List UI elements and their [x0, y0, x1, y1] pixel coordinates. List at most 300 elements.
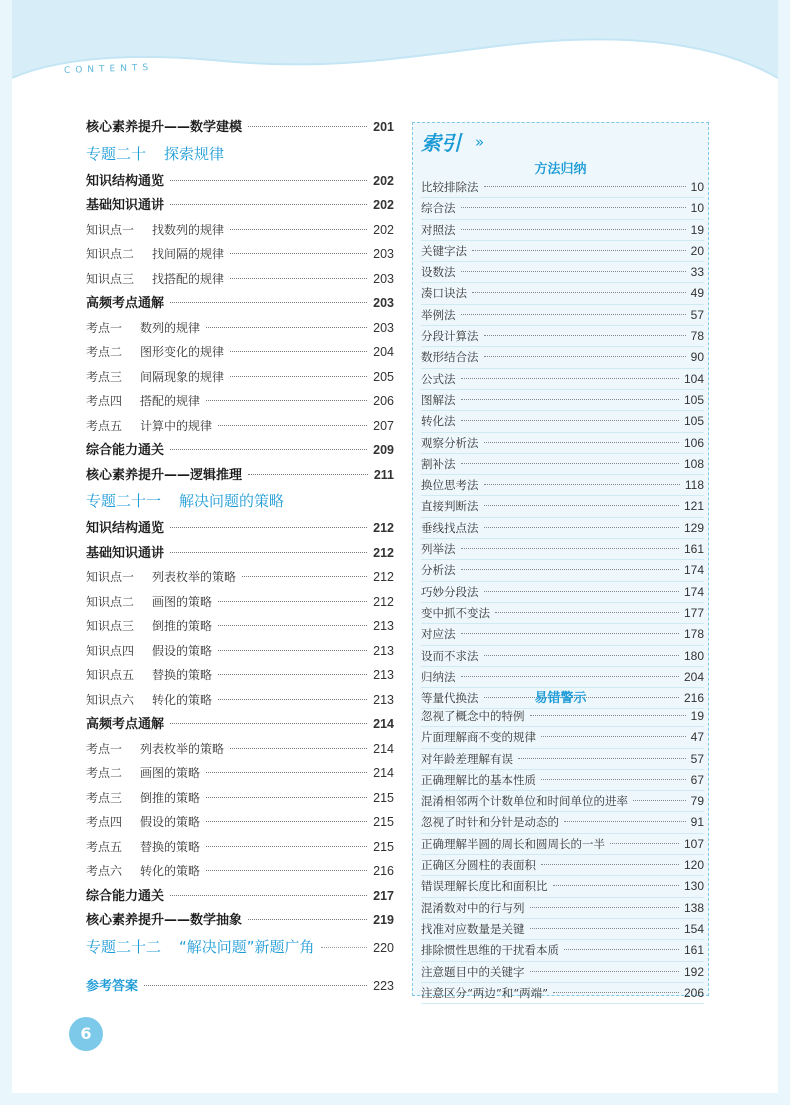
toc-row[interactable]: [86, 487, 394, 516]
dot-leader: [495, 612, 679, 613]
index-entry-page: 138: [683, 900, 704, 915]
toc-item-label: 考点二: [86, 766, 123, 780]
toc-section-title: 高频考点通解: [86, 296, 165, 311]
dot-leader: [461, 207, 686, 208]
dot-leader: [461, 676, 679, 677]
dot-leader: [206, 870, 367, 871]
index-entry[interactable]: [421, 539, 704, 560]
toc-item-title: 倒推的策略: [140, 790, 201, 805]
toc-item-label: 考点六: [86, 864, 123, 878]
index-panel: [412, 122, 709, 1000]
dot-leader: [484, 484, 680, 485]
toc-page-number: 213: [373, 619, 394, 633]
index-entry[interactable]: [421, 560, 704, 581]
toc-row[interactable]: [86, 614, 394, 639]
toc-page-number: 212: [373, 545, 394, 560]
toc-section-title: 核心素养提升——逻辑推理: [86, 467, 243, 483]
toc-item-title: 转化的策略: [152, 692, 213, 707]
index-entry[interactable]: [421, 898, 704, 919]
toc-item-title: 倒推的策略: [152, 619, 213, 633]
dot-leader: [461, 271, 686, 272]
toc-item-label: 考点五: [86, 418, 123, 433]
toc-row[interactable]: [86, 786, 394, 811]
index-entry-name: 混淆相邻两个计数单位和时间单位的进率: [421, 794, 628, 809]
index-entry-page: 91: [690, 815, 704, 830]
index-entry-page: 107: [683, 836, 704, 851]
index-entry[interactable]: [421, 855, 704, 876]
toc-row[interactable]: [86, 340, 394, 365]
index-entry[interactable]: [421, 326, 704, 347]
index-entry-name: 巧妙分段法: [421, 584, 479, 599]
toc-page-number: 212: [373, 594, 394, 609]
toc-section-title: 知识结构通览: [86, 521, 165, 536]
index-entry[interactable]: [421, 241, 704, 262]
index-entry[interactable]: [421, 749, 704, 770]
dot-leader: [461, 378, 679, 379]
toc-row[interactable]: [86, 316, 394, 341]
toc-item-title: 替换的策略: [152, 668, 213, 682]
index-entry-name: 归纳法: [421, 669, 456, 684]
dot-leader: [230, 351, 367, 352]
toc-page-number: 211: [373, 467, 394, 482]
index-entry[interactable]: [421, 518, 704, 539]
dot-leader: [564, 821, 686, 822]
index-entry-name: 综合法: [421, 201, 456, 216]
dot-leader: [206, 846, 367, 847]
index-entry-page: 216: [683, 691, 704, 706]
toc-item-label: 知识点四: [86, 643, 135, 658]
index-entry-page: 79: [690, 794, 704, 809]
dot-leader: [541, 779, 686, 780]
toc-page-number: 213: [373, 692, 394, 707]
index-entry-name: 数形结合法: [421, 350, 479, 365]
index-entry[interactable]: [421, 791, 704, 812]
index-entry[interactable]: [421, 624, 704, 645]
toc-section-title: 参考答案: [86, 978, 139, 994]
toc-page-number: 215: [373, 839, 394, 854]
toc-item-label: 考点五: [86, 839, 123, 854]
toc-item-title: 假设的策略: [140, 815, 201, 829]
dot-leader: [170, 204, 367, 205]
toc-item-title: 搭配的规律: [140, 394, 201, 408]
toc-page-number: 205: [373, 369, 394, 384]
dot-leader: [206, 772, 367, 773]
index-entry-name: 混淆数对中的行与列: [421, 900, 525, 915]
toc-item-label: 考点二: [86, 345, 123, 359]
toc-page-number: 203: [373, 296, 394, 310]
toc-row[interactable]: [86, 267, 394, 292]
warning-list: [421, 706, 704, 1004]
dot-leader: [206, 327, 367, 328]
dot-leader: [218, 674, 367, 675]
dot-leader: [530, 928, 679, 929]
toc-page-number: 214: [373, 741, 394, 756]
dot-leader: [242, 576, 367, 577]
index-entry-page: 161: [683, 943, 704, 958]
toc-section-title: 基础知识通讲: [86, 198, 165, 213]
index-entry[interactable]: [421, 411, 704, 432]
index-entry[interactable]: [421, 390, 704, 411]
method-list: [421, 177, 704, 709]
index-entry-page: 47: [690, 730, 704, 745]
toc-page-number: 219: [373, 913, 394, 927]
toc-row[interactable]: [86, 737, 394, 762]
toc-item-label: 知识点一: [86, 222, 135, 237]
toc-row[interactable]: [86, 463, 394, 488]
index-entry-name: 比较排除法: [421, 180, 479, 194]
toc-row[interactable]: [86, 115, 394, 140]
index-entry[interactable]: [421, 369, 704, 390]
toc-item-title: 画图的策略: [140, 766, 201, 780]
toc-row[interactable]: [86, 884, 394, 909]
index-entry[interactable]: [421, 177, 704, 198]
index-entry-name: 等量代换法: [421, 691, 479, 706]
dot-leader: [248, 919, 367, 920]
index-entry-name: 关键字法: [421, 243, 467, 258]
dot-leader: [530, 715, 686, 716]
dot-leader: [530, 907, 679, 908]
toc-section-title: 基础知识通讲: [86, 545, 165, 561]
toc-page-number: 217: [373, 888, 394, 903]
toc-page-number: 220: [373, 940, 394, 955]
dot-leader: [484, 356, 686, 357]
toc-item-title: 找数列的规律: [152, 222, 225, 237]
index-entry-name: 垂线找点法: [421, 520, 479, 535]
index-entry-name: 换位思考法: [421, 478, 479, 493]
index-entry[interactable]: [421, 940, 704, 961]
toc-item-label: 知识点五: [86, 668, 135, 682]
toc-row[interactable]: [86, 590, 394, 615]
index-entry-name: 正确区分圆柱的表面积: [421, 858, 536, 873]
index-entry[interactable]: [421, 347, 704, 368]
index-entry-page: 177: [683, 605, 704, 620]
index-entry-page: 174: [683, 563, 704, 578]
dot-leader: [248, 474, 368, 475]
index-entry-page: 20: [690, 243, 704, 258]
index-entry[interactable]: [421, 983, 704, 1004]
dot-leader: [461, 399, 679, 400]
toc-page-number: 209: [373, 443, 394, 457]
index-entry[interactable]: [421, 876, 704, 897]
toc-row[interactable]: [86, 242, 394, 267]
index-entry[interactable]: [421, 727, 704, 748]
index-entry-name: 排除惯性思维的干扰看本质: [421, 943, 559, 958]
dot-leader: [541, 864, 679, 865]
index-entry-name: 注意区分“两边”和“两端”: [421, 985, 549, 1000]
toc-item-label: 考点四: [86, 815, 123, 829]
toc-item-title: 假设的策略: [152, 643, 213, 658]
toc-row[interactable]: [86, 859, 394, 884]
dot-leader: [170, 723, 367, 724]
index-entry-page: 19: [690, 222, 704, 237]
page: [12, 0, 778, 1093]
toc-page-number: 202: [373, 173, 394, 188]
index-entry[interactable]: [421, 262, 704, 283]
topic-title: 解决问题的策略: [179, 492, 285, 510]
topic-title: “解决问题”新题广角: [179, 937, 315, 956]
index-entry-name: 举例法: [421, 307, 456, 322]
dot-leader: [610, 843, 679, 844]
index-entry-name: 忽视了时针和分针是动态的: [421, 815, 559, 830]
toc-row[interactable]: [86, 663, 394, 688]
index-entry-page: 10: [690, 201, 704, 216]
index-entry[interactable]: [421, 962, 704, 983]
toc-item-label: 考点一: [86, 320, 123, 335]
toc-item-title: 画图的策略: [152, 594, 213, 609]
toc-page-number: 223: [373, 978, 394, 993]
index-entry-name: 对年龄差理解有误: [421, 751, 513, 766]
index-entry[interactable]: [421, 283, 704, 304]
dot-leader: [484, 591, 679, 592]
dot-leader: [461, 548, 679, 549]
toc-page-number: 213: [373, 643, 394, 658]
dot-leader: [144, 985, 367, 986]
dot-leader: [541, 736, 686, 737]
toc-item-label: 考点三: [86, 369, 123, 384]
page-number-badge: 6: [69, 1017, 103, 1051]
toc-item-label: 知识点二: [86, 247, 135, 261]
toc-row[interactable]: [86, 933, 394, 962]
toc-row[interactable]: [86, 169, 394, 194]
dot-leader: [170, 302, 367, 303]
dot-leader: [461, 314, 686, 315]
toc-page-number: 213: [373, 668, 394, 682]
index-entry-page: 180: [683, 648, 704, 663]
toc-section-title: 综合能力通关: [86, 888, 165, 904]
index-entry-page: 174: [683, 584, 704, 599]
toc-page-number: 216: [373, 864, 394, 878]
dot-leader: [484, 442, 679, 443]
index-entry[interactable]: [421, 454, 704, 475]
index-entry[interactable]: [421, 220, 704, 241]
toc-item-label: 考点三: [86, 790, 123, 805]
dot-leader: [472, 292, 686, 293]
dot-leader: [170, 527, 367, 528]
topic-title: 探索规律: [164, 144, 225, 163]
toc-page-number: 203: [373, 247, 394, 261]
toc-page-number: 201: [373, 120, 394, 134]
index-entry-page: 120: [683, 858, 704, 873]
index-entry-name: 正确理解半圆的周长和圆周长的一半: [421, 836, 605, 851]
toc-row[interactable]: [86, 414, 394, 439]
index-entry-page: 121: [683, 499, 704, 514]
toc-section-title: 知识结构通览: [86, 173, 165, 189]
index-entry[interactable]: [421, 475, 704, 496]
index-entry-page: 204: [683, 669, 704, 684]
dot-leader: [553, 992, 679, 993]
toc-page-number: 212: [373, 570, 394, 584]
dot-leader: [206, 797, 367, 798]
toc-page-number: 215: [373, 790, 394, 805]
dot-leader: [484, 505, 679, 506]
dot-leader: [230, 376, 367, 377]
index-entry[interactable]: [421, 812, 704, 833]
index-entry-page: 206: [683, 985, 704, 1000]
dot-leader: [461, 633, 679, 634]
index-entry-page: 161: [683, 542, 704, 557]
index-entry-name: 列举法: [421, 542, 456, 557]
toc-row[interactable]: [86, 140, 394, 169]
toc-item-label: 知识点六: [86, 692, 135, 707]
dot-leader: [484, 186, 686, 187]
toc-row[interactable]: [86, 712, 394, 737]
dot-leader: [472, 250, 686, 251]
toc-row[interactable]: [86, 908, 394, 933]
toc-row[interactable]: [86, 291, 394, 316]
dot-leader: [484, 335, 686, 336]
toc-row[interactable]: [86, 810, 394, 835]
index-entry[interactable]: [421, 603, 704, 624]
index-entry[interactable]: [421, 706, 704, 727]
toc-row[interactable]: [86, 835, 394, 860]
index-title: 索引: [421, 131, 461, 155]
toc-item-label: 知识点二: [86, 594, 135, 609]
toc-page-number: 214: [373, 766, 394, 780]
double-chevron-right-icon: »: [475, 133, 485, 151]
index-entry[interactable]: [421, 582, 704, 603]
dot-leader: [218, 699, 367, 700]
toc-item-label: 知识点三: [86, 619, 135, 633]
toc-row[interactable]: [86, 193, 394, 218]
dot-leader: [170, 552, 367, 553]
index-entry-name: 设而不求法: [421, 648, 479, 663]
toc-row[interactable]: [86, 389, 394, 414]
toc-page-number: 214: [373, 717, 394, 731]
toc-item-title: 找搭配的规律: [152, 271, 225, 286]
dot-leader: [321, 947, 368, 948]
toc-item-title: 转化的策略: [140, 864, 201, 878]
index-entry[interactable]: [421, 919, 704, 940]
index-entry-page: 108: [683, 456, 704, 471]
topic-number: 专题二十二: [86, 937, 162, 956]
toc-row[interactable]: [86, 541, 394, 566]
index-entry-name: 直接判断法: [421, 499, 479, 514]
toc-row[interactable]: [86, 688, 394, 713]
toc-page-number: 207: [373, 418, 394, 433]
index-entry[interactable]: [421, 667, 704, 688]
index-entry-name: 分析法: [421, 563, 456, 578]
index-entry-name: 观察分析法: [421, 435, 479, 450]
toc-item-title: 计算中的规律: [140, 418, 213, 433]
index-entry-page: 154: [683, 921, 704, 936]
dot-leader: [206, 400, 367, 401]
index-entry-name: 分段计算法: [421, 329, 479, 344]
toc-row[interactable]: [86, 639, 394, 664]
toc-item-title: 列表枚举的策略: [140, 741, 225, 756]
dot-leader: [530, 971, 679, 972]
dot-leader: [218, 425, 367, 426]
index-entry-page: 90: [690, 350, 704, 365]
header-wave-band: [12, 0, 778, 90]
index-entry-name: 片面理解商不变的规律: [421, 730, 536, 745]
dot-leader: [461, 463, 679, 464]
dot-leader: [230, 278, 367, 279]
toc-row[interactable]: [86, 565, 394, 590]
toc-row[interactable]: [86, 365, 394, 390]
index-entry-name: 公式法: [421, 371, 456, 386]
index-entry-name: 对应法: [421, 627, 456, 642]
index-entry-name: 图解法: [421, 392, 456, 407]
index-entry-page: 178: [683, 627, 704, 642]
dot-leader: [461, 420, 679, 421]
toc-page-number: 212: [373, 521, 394, 535]
dot-leader: [518, 758, 686, 759]
dot-leader: [461, 569, 679, 570]
table-of-contents: [86, 115, 394, 998]
toc-item-title: 间隔现象的规律: [140, 369, 225, 384]
index-entry-name: 对照法: [421, 222, 456, 237]
index-entry-page: 105: [683, 414, 704, 429]
index-entry-name: 正确理解比的基本性质: [421, 772, 536, 787]
toc-item-label: 考点一: [86, 741, 123, 756]
toc-row[interactable]: [86, 438, 394, 463]
toc-row[interactable]: [86, 516, 394, 541]
toc-page-number: 203: [373, 271, 394, 286]
index-entry[interactable]: [421, 433, 704, 454]
index-entry[interactable]: [421, 198, 704, 219]
dot-leader: [230, 229, 367, 230]
toc-row[interactable]: [86, 974, 394, 999]
toc-item-label: 考点四: [86, 394, 123, 408]
index-entry-page: 192: [683, 964, 704, 979]
index-entry-name: 找准对应数量是关键: [421, 921, 525, 936]
dot-leader: [170, 895, 367, 896]
index-entry-name: 错误理解长度比和面积比: [421, 879, 548, 894]
index-entry-page: 19: [690, 709, 704, 723]
dot-leader: [230, 253, 367, 254]
index-entry-page: 129: [683, 520, 704, 535]
toc-page-number: 215: [373, 815, 394, 829]
index-entry-name: 注意题目中的关键字: [421, 964, 525, 979]
index-entry[interactable]: [421, 305, 704, 326]
toc-page-number: 206: [373, 394, 394, 408]
toc-page-number: 204: [373, 345, 394, 359]
toc-item-title: 图形变化的规律: [140, 345, 225, 359]
index-entry[interactable]: [421, 834, 704, 855]
toc-row[interactable]: [86, 761, 394, 786]
index-entry-page: 33: [690, 265, 704, 280]
index-entry-name: 转化法: [421, 414, 456, 429]
toc-item-title: 数列的规律: [140, 320, 201, 335]
dot-leader: [484, 527, 679, 528]
dot-leader: [170, 449, 367, 450]
index-entry[interactable]: [421, 646, 704, 667]
toc-item-title: 列表枚举的策略: [152, 570, 237, 584]
dot-leader: [484, 655, 679, 656]
toc-row[interactable]: [86, 218, 394, 243]
index-entry-page: 57: [690, 751, 704, 766]
toc-section-title: 综合能力通关: [86, 443, 165, 458]
warning-category-title: 易错警示: [534, 691, 587, 706]
dot-leader: [206, 821, 367, 822]
index-entry-page: 78: [690, 329, 704, 344]
dot-leader: [218, 625, 367, 626]
index-entry-page: 49: [690, 286, 704, 301]
toc-page-number: 203: [373, 320, 394, 335]
index-entry[interactable]: [421, 496, 704, 517]
toc-section-title: 高频考点通解: [86, 717, 165, 732]
toc-section-title: 核心素养提升——数学抽象: [86, 913, 243, 928]
toc-item-title: 找间隔的规律: [152, 247, 225, 261]
index-entry[interactable]: [421, 770, 704, 791]
dot-leader: [553, 885, 679, 886]
dot-leader: [230, 748, 367, 749]
method-category-title: 方法归纳: [534, 162, 587, 177]
index-entry-name: 凑口诀法: [421, 286, 467, 301]
index-entry-name: 设数法: [421, 265, 456, 280]
toc-page-number: 202: [373, 198, 394, 212]
dot-leader: [218, 650, 367, 651]
